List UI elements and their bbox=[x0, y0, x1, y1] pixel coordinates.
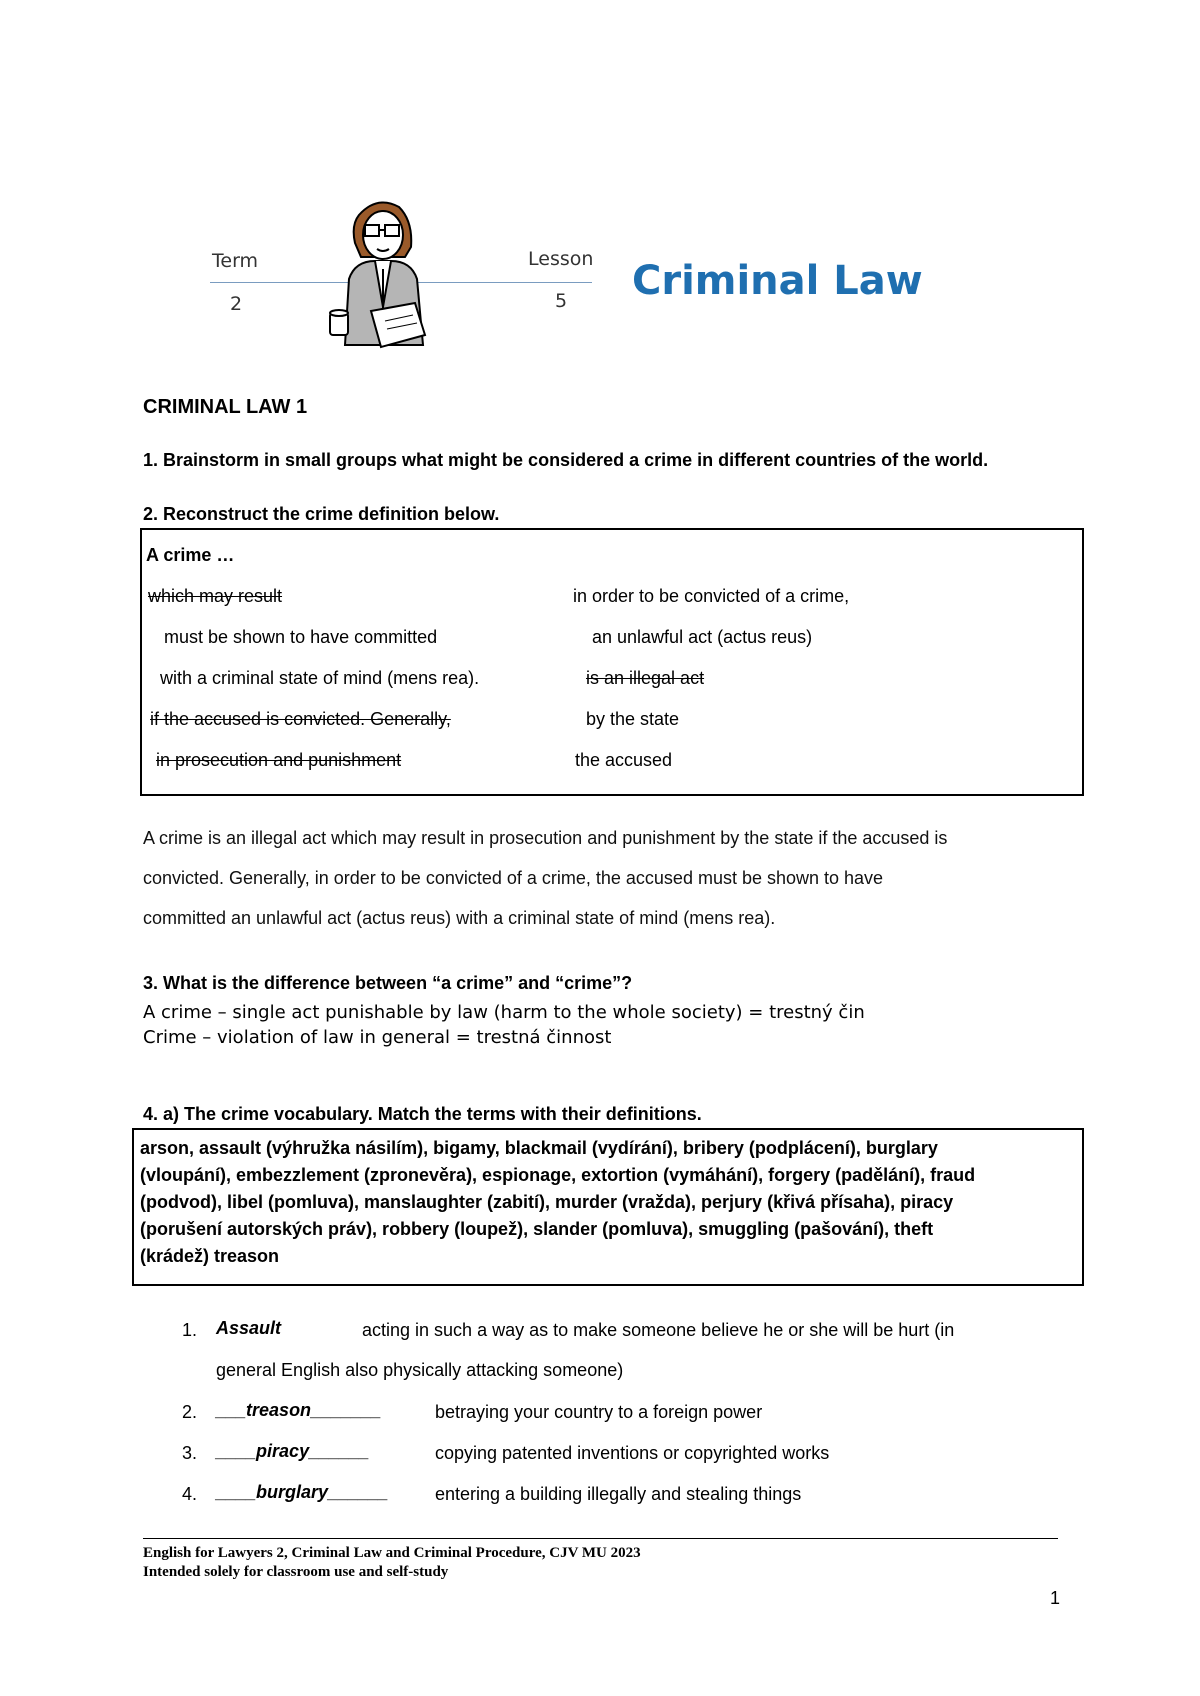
lawyer-illustration-icon bbox=[315, 195, 455, 355]
left-item-4: if the accused is convicted. Generally, bbox=[150, 709, 451, 729]
task2-answer bbox=[143, 818, 947, 938]
term-label: Term bbox=[212, 250, 259, 272]
left-item-1: which may result bbox=[148, 586, 283, 606]
answer-line: committed an unlawful act (actus reus) with a criminal state of mind (mens rea). bbox=[143, 908, 776, 928]
item-4-number: 4. bbox=[182, 1484, 198, 1504]
vocab-line: (vloupání), embezzlement (zpronevěra), espionage, extortion (vymáhání), forgery (padělání), fraud bbox=[140, 1165, 976, 1185]
left-item-3: with a criminal state of mind (mens rea). bbox=[160, 668, 480, 688]
footer-line-2: Intended solely for classroom use and self-study bbox=[143, 1564, 449, 1580]
task2-heading: 2. Reconstruct the crime definition below. bbox=[143, 504, 500, 524]
answer-line: convicted. Generally, in order to be convicted of a crime, the accused must be shown to have bbox=[143, 868, 884, 888]
item-4-definition: entering a building illegally and stealing things bbox=[435, 1484, 802, 1504]
vocab-line: arson, assault (výhružka násilím), bigamy, blackmail (vydírání), bribery (podplácení), burglary bbox=[140, 1138, 938, 1158]
right-item-1: in order to be convicted of a crime, bbox=[573, 586, 850, 606]
vocab-line: (podvod), libel (pomluva), manslaughter (zabití), murder (vražda), perjury (křivá přísaha), piracy bbox=[140, 1192, 954, 1212]
lesson-label: Lesson bbox=[528, 248, 594, 270]
item-2-definition: betraying your country to a foreign power bbox=[435, 1402, 763, 1422]
item-1-definition: acting in such a way as to make someone believe he or she will be hurt (in bbox=[362, 1320, 955, 1340]
right-item-4: by the state bbox=[586, 709, 680, 729]
page-number: 1 bbox=[1050, 1588, 1061, 1608]
item-1-number: 1. bbox=[182, 1320, 198, 1340]
vocabulary-box bbox=[132, 1128, 1084, 1286]
section-title: CRIMINAL LAW 1 bbox=[143, 396, 308, 418]
task3-answer-2: Crime – violation of law in general = trestná činnost bbox=[143, 1027, 612, 1048]
task3-heading: 3. What is the difference between “a crime” and “crime”? bbox=[143, 973, 633, 993]
item-2-number: 2. bbox=[182, 1402, 198, 1422]
right-item-3: is an illegal act bbox=[586, 668, 705, 688]
task3-answer-1: A crime – single act punishable by law (harm to the whole society) = trestný čin bbox=[143, 1002, 865, 1023]
left-item-2: must be shown to have committed bbox=[164, 627, 438, 647]
right-item-2: an unlawful act (actus reus) bbox=[592, 627, 813, 647]
term-number: 2 bbox=[230, 293, 243, 315]
vocab-line: (krádež) treason bbox=[140, 1246, 280, 1266]
definition-box bbox=[140, 528, 1084, 796]
item-1-definition-cont: general English also physically attacking someone) bbox=[216, 1360, 624, 1380]
item-1-term: Assault bbox=[216, 1318, 282, 1338]
page-title: Criminal Law bbox=[632, 258, 923, 304]
answer-line: A crime is an illegal act which may result in prosecution and punishment by the state if the accused is bbox=[143, 828, 948, 848]
item-3-number: 3. bbox=[182, 1443, 198, 1463]
item-2-term: ___treason_______ bbox=[216, 1400, 382, 1420]
item-4-term: ____burglary______ bbox=[216, 1482, 389, 1502]
right-item-5: the accused bbox=[575, 750, 673, 770]
vocab-line: (porušení autorských práv), robbery (loupež), slander (pomluva), smuggling (pašování), theft bbox=[140, 1219, 934, 1239]
item-3-term: ____piracy______ bbox=[216, 1441, 370, 1461]
footer-line-1: English for Lawyers 2, Criminal Law and Criminal Procedure, CJV MU 2023 bbox=[143, 1545, 641, 1561]
box-intro: A crime … bbox=[146, 545, 235, 565]
footer-divider bbox=[143, 1538, 1058, 1539]
task4-heading: 4. a) The crime vocabulary. Match the terms with their definitions. bbox=[143, 1104, 702, 1124]
left-item-5: in prosecution and punishment bbox=[156, 750, 402, 770]
task1-heading: 1. Brainstorm in small groups what might be considered a crime in different countries of the world. bbox=[143, 450, 989, 470]
item-3-definition: copying patented inventions or copyrighted works bbox=[435, 1443, 830, 1463]
lesson-number: 5 bbox=[555, 290, 568, 312]
